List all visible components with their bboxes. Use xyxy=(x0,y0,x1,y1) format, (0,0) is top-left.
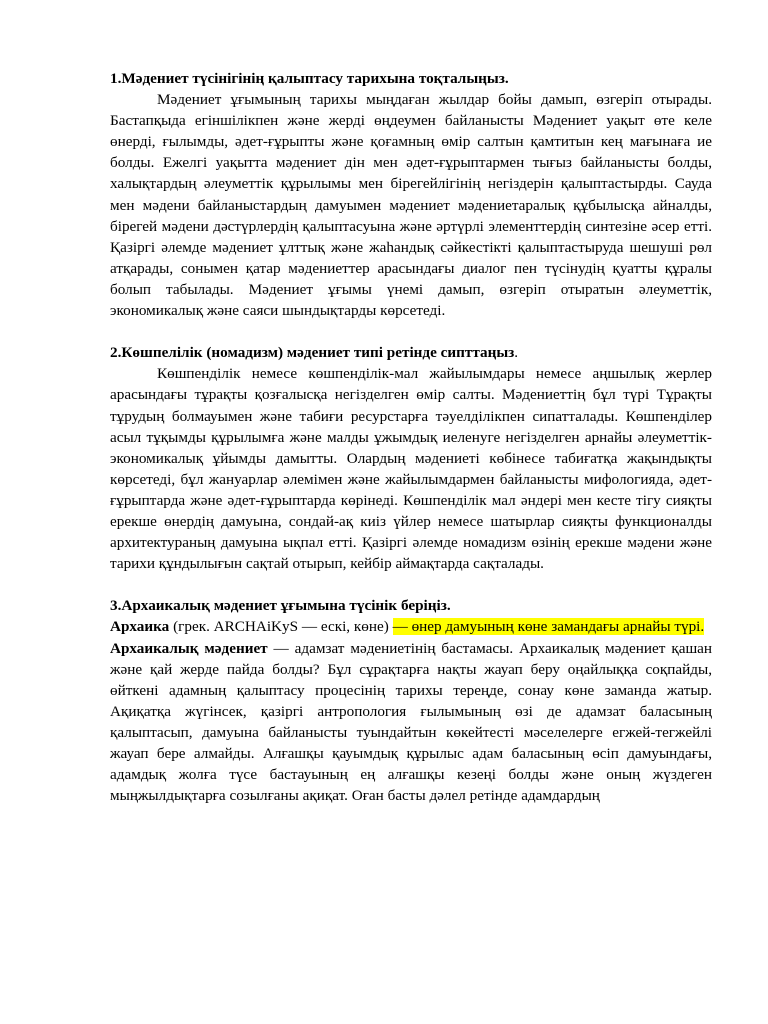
section-spacer xyxy=(110,574,712,595)
section-3-paragraph-text: — адамзат мәдениетінің бастамасы. Архаикалық мәдениет қашан және қай жерде пайда болды? Бұл сұрақтарға нақты жауап беру оңайлыққа соқпайды, өйткені адамның қалыптасу процесінің тарихы тереңде, сонау көне заманда жатыр. Ақиқатқа жүгінсек, қазіргі антропология ғылымының өзі де адамзат баласының қалыптасып, дамуына байланысты туындайтын көкейтесті мәселелерге егжей-тегжейлі жауап бере алмайды. Алғашқы қауымдық құрылыс адам баласының өсіп дамуындағы, адамдық жолға түсе бастауының ең алғашқы кезеңі болды және оның жүздеген мыңжылдықтарға созылғаны ақиқат. Оған басты дәлел ретінде адамдардың xyxy=(110,639,713,805)
section-2-heading-text: 2.Көшпелілік (номадизм) мәдениет типі ретінде сипттаңыз xyxy=(110,344,515,362)
section-1-heading: 1.Мәдениет түсінігінің қалыптасу тарихына тоқталыңыз. xyxy=(110,70,509,87)
section-3-paragraph xyxy=(110,638,712,807)
archaic-culture-term: Архаикалық мәдениет xyxy=(110,639,268,657)
archaic-etymology: (грек. ARCHAiKyS — ескі, көне) xyxy=(169,618,393,636)
section-2-heading-period: . xyxy=(514,344,519,362)
highlighted-definition: — өнер дамуының көне замандағы арнайы түрі. xyxy=(392,618,705,636)
archaic-definition xyxy=(110,616,712,637)
document-page xyxy=(110,68,712,806)
section-3-heading: 3.Архаикалық мәдениет ұғымына түсінік беріңіз. xyxy=(110,597,451,615)
archaic-term: Архаика xyxy=(110,618,170,636)
section-2-paragraph: Көшпенділік немесе көшпенділік-мал жайылымдары немесе аңшылық жерлер арасындағы тұрақты қозғалысқа негізделген өмір салты. Мәдениеттің бұл түрі Тұрақты тұрудың болмауымен және табиғи ресурстарға тәуелділікпен сипатталады. Көшпенділер асыл тұқымды құрылымға және малды ұжымдық иеленуге негізделген арнайы әлеуметтік-экономикалық ұйымды дамытты. Олардың мәдениеті көбінесе табиғатқа жақындықты көрсетеді, бұл жануарлар әлемімен және жайылымдармен байланысты мифологияда, әдет-ғұрыптарда және әдет-ғұрыптарда көрінеді. Көшпенділік мал әндері мен кесте тігу сияқты ерекше өнердің дамуына, сондай-ақ киіз үйлер немесе шатырлар сияқты функционалды архитектураның дамуына ықпал етті. Қазіргі әлемде номадизм өзінің ерекше мәдени және тарихи құндылығын сақтай отырып, кейбір аймақтарда сақталады. xyxy=(110,365,712,573)
section-2-heading xyxy=(110,342,712,363)
section-1-paragraph: Мәдениет ұғымының тарихы мыңдаған жылдар бойы дамып, өзгеріп отырады. Бастапқыда егіншілікпен және жерді өңдеумен байланысты Мәдениет уақыт өте келе өнерді, ғылымды, әдет-ғұрыпты және қоғамның өмір салтын қамтитын кең мағынаға ие болды. Ежелгі уақытта мәдениет дін мен әдет-ғұрыптармен тығыз байланысты болды, халықтардың әлеуметтік құрылымы мен бірегейлігінің негіздерін қалыптастырды. Сауда мен мәдени байланыстардың дамуымен мәдениет мәдениетаралық құбылысқа айналды, бірегей мәдени дәстүрлердің қалыптасуына және әртүрлі элементтердің синтезіне әсер етті. Қазіргі әлемде мәдениет ұлттық және жаһандық сәйкестікті қалыптастыруда шешуші рөл атқарады, сонымен қатар мәдениеттер арасындағы диалог пен түсінудің қуатты құралы болып табылады. Мәдениет ұғымы үнемі дамып, өзгеріп отыратын әлеуметтік, экономикалық және саяси шындықтарды көрсетеді. xyxy=(110,91,712,320)
section-spacer xyxy=(110,321,712,342)
